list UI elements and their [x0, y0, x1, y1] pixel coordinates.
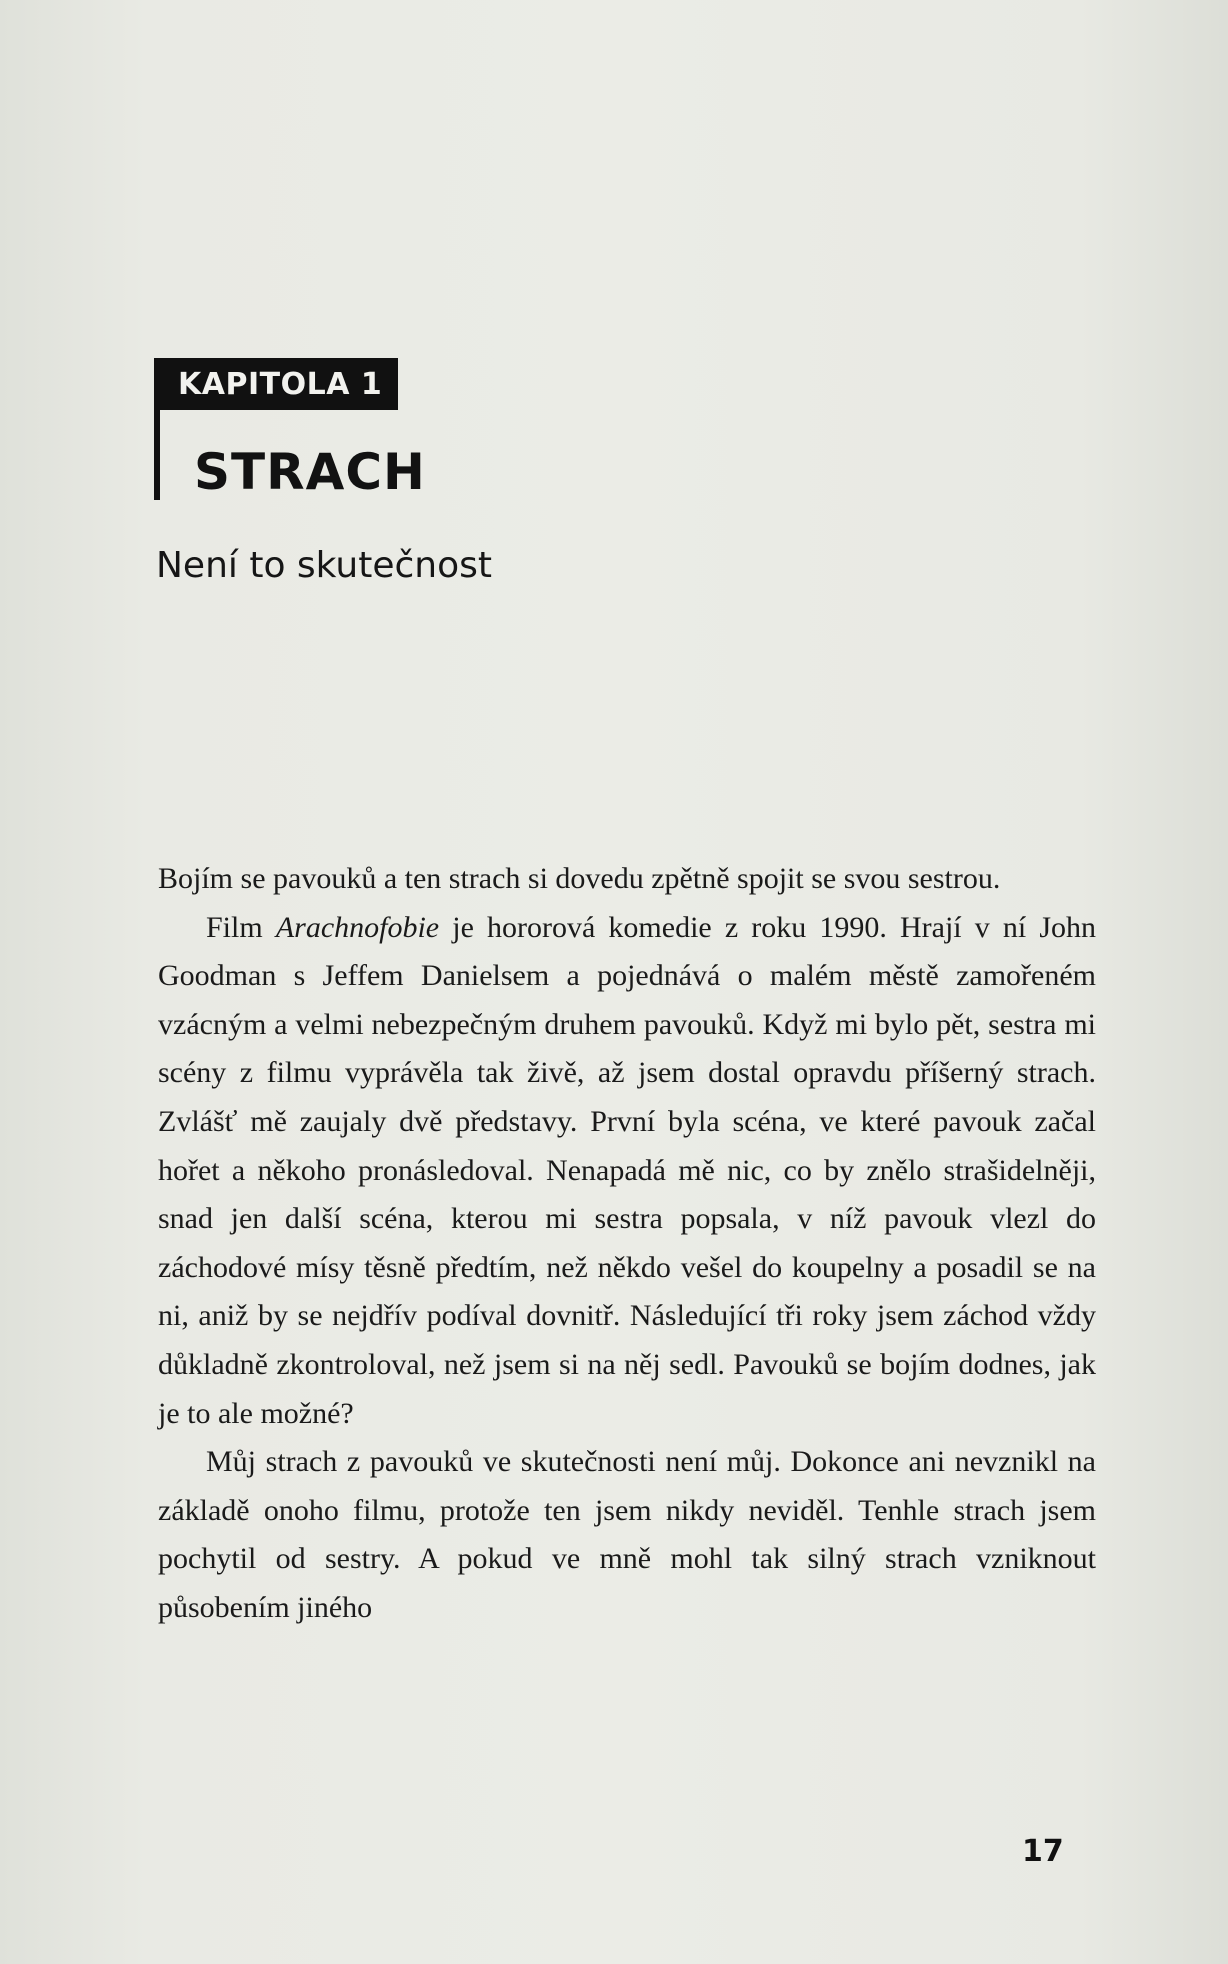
- chapter-rule: [154, 410, 160, 500]
- paragraph-3: Můj strach z pavouků ve skutečnosti není můj. Dokonce ani nevznikl na základě onoho filmu, protože ten jsem nikdy neviděl. Tenhle strach jsem pochytil od sestry. A pokud ve mně mohl tak silný strach vzniknout působením jiného: [158, 1445, 1096, 1624]
- film-title: Arachnofobie: [275, 910, 440, 944]
- body-text: [158, 855, 1096, 1633]
- chapter-heading: [154, 358, 426, 501]
- chapter-subtitle: Není to skutečnost: [156, 545, 493, 586]
- chapter-label: KAPITOLA 1: [154, 358, 398, 410]
- page-number: 17: [1022, 1834, 1064, 1869]
- paragraph-2-lead: Film: [206, 910, 276, 944]
- paragraph-2-rest: je hororová komedie z roku 1990. Hrají v ní John Goodman s Jeffem Danielsem a pojednává o malém městě zamořeném vzácným a velmi nebezpečným druhem pavouků. Když mi bylo pět, sestra mi scény z filmu vyprávěla tak živě, až jsem dostal opravdu příšerný strach. Zvlášť mě zaujaly dvě představy. První byla scéna, ve které pavouk začal hořet a někoho pronásledoval. Nenapadá mě nic, co by znělo strašidelněji, snad jen další scéna, kterou mi sestra popsala, v níž pavouk vlezl do záchodové mísy těsně předtím, než někdo vešel do koupelny a posadil se na ni, aniž by se nejdřív podíval dovnitř. Následující tři roky jsem záchod vždy důkladně zkontroloval, než jsem si na něj sedl. Pavouků se bojím dodnes, jak je to ale možné?: [158, 910, 1096, 1430]
- chapter-title: STRACH: [194, 443, 426, 501]
- paragraph-2: [158, 904, 1096, 1439]
- paragraph-1: Bojím se pavouků a ten strach si dovedu zpětně spojit se svou sestrou.: [158, 862, 1001, 895]
